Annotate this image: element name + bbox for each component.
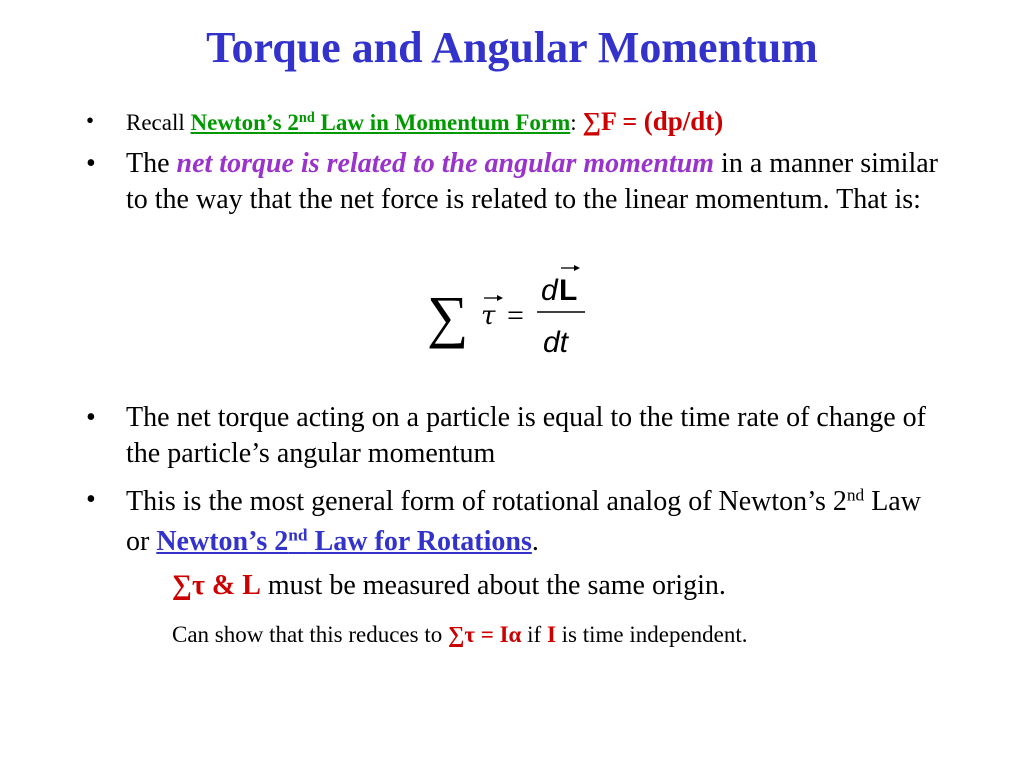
rotational-newton-equation: ∑τ = Iα <box>447 622 522 647</box>
net-torque-lead: The <box>126 148 177 179</box>
net-torque-emphasis: net torque is related to the angular momentum <box>176 148 715 179</box>
same-origin-rest: must be measured about the same origin. <box>260 570 726 601</box>
tau-symbol: τ <box>481 301 496 331</box>
denominator-dt: dt <box>543 326 569 359</box>
period: . <box>531 526 539 557</box>
force-formula-a: ∑F = <box>582 107 644 136</box>
bullet-recall <box>86 107 946 137</box>
bullet-net-torque <box>86 146 946 218</box>
force-formula-b: (dp/dt) <box>643 106 724 136</box>
vector-arrow-icon <box>561 265 580 271</box>
tau-L-emphasis: ∑τ & L <box>172 570 261 601</box>
reduces-lead: Can show that this reduces to <box>172 622 448 647</box>
time-independent-note <box>172 621 992 649</box>
bullet-text: The net torque acting on a particle is equal to the time rate of change of the particle’s angular momentum <box>126 402 927 469</box>
bullet-dot: • <box>86 108 95 133</box>
if-text: if <box>521 622 547 647</box>
general-form-text-a: This is the most general form of rotational analog of Newton’s 2 <box>126 486 847 517</box>
bullet-dot: • <box>86 484 96 515</box>
rotations-law-link[interactable]: Newton’s 2nd Law for Rotations <box>156 525 532 557</box>
equals-sign: = <box>507 299 524 332</box>
colon: : <box>570 110 583 135</box>
net-torque-rest: in a manner similar to the way that the net force is related to the linear momentum. That is: <box>126 148 938 215</box>
bullet-dot: • <box>86 402 96 433</box>
bullet-text <box>126 107 946 137</box>
slide-title: Torque and Angular Momentum <box>206 23 818 72</box>
numerator-d: d <box>541 274 558 307</box>
inertia-variable: I <box>546 622 556 647</box>
momentum-form-link[interactable]: Newton’s 2nd Law in Momentum Form <box>190 110 571 135</box>
same-origin-note <box>172 568 992 604</box>
numerator-L: L <box>559 274 578 307</box>
bullet-dot: • <box>86 148 96 179</box>
general-form-text-b: Law or <box>126 486 921 557</box>
bullet-text <box>126 482 946 562</box>
bullet-net-torque-particle <box>86 400 946 472</box>
recall-lead: Recall <box>126 110 191 135</box>
torque-equation <box>425 262 595 370</box>
time-independent-rest: is time independent. <box>555 622 748 647</box>
general-form-sup: nd <box>846 485 865 505</box>
bullet-general-form <box>86 482 946 562</box>
sum-symbol: ∑ <box>427 284 469 349</box>
bullet-text <box>126 146 946 218</box>
